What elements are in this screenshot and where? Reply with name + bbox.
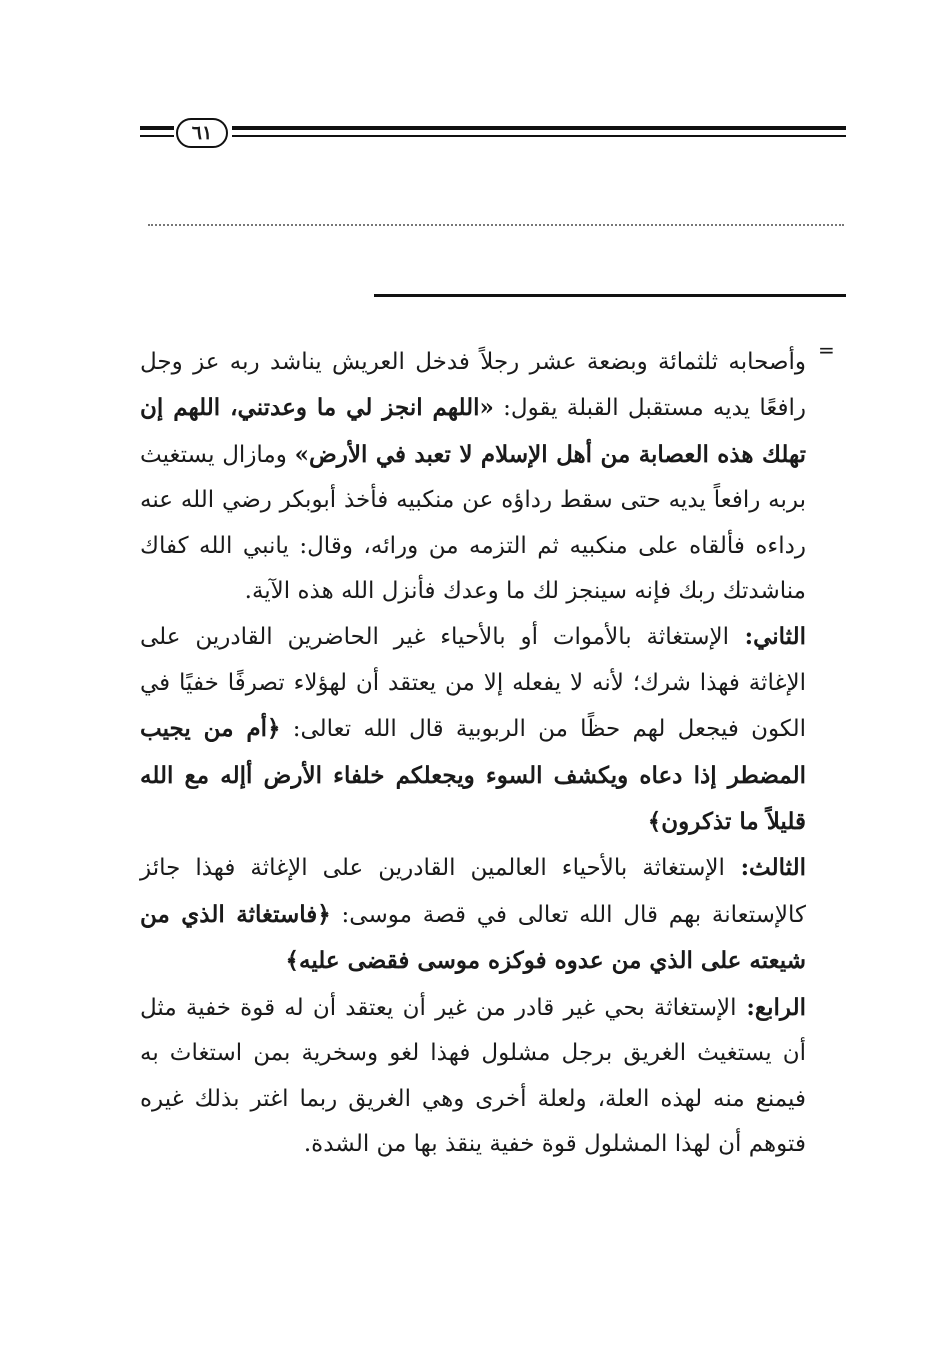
paragraph-heading: الثالث: bbox=[724, 854, 806, 882]
header-rule-right-thin bbox=[232, 135, 846, 137]
page-number: ٦١ bbox=[176, 118, 228, 148]
paragraph-text: الإستغاثة بحي غير قادر من غير أن يعتقد أن له قوة خفية مثل أن يستغيث الغريق برجل مشلول فهذا لغو وسخرية بمن استغاث به فيمنع منه لهذه العلة، ولعلة أخرى وهي الغريق ربما اغتر بذلك غيره فتوهم أن لهذا المشلول قوة خفية ينقذ بها من الشدة. bbox=[140, 994, 806, 1157]
header-rule-right bbox=[232, 126, 846, 130]
header-rule-left-thin bbox=[140, 135, 174, 137]
paragraph-text: الإستغاثة بالأموات أو بالأحياء غير الحاضرين القادرين على الإغاثة فهذا شرك؛ لأنه لا يفعله إلا من يعتقد أن لهؤلاء تصرفًا خفيًا في الكون فيجعل لهم حظًا من الربوبية قال الله تعالى: bbox=[140, 624, 806, 743]
footnote-continuation-mark: = bbox=[818, 338, 835, 362]
paragraph-fourth bbox=[140, 985, 806, 1168]
quran-verse: ﴿فاستغاثة الذي من شيعته على الذي من عدوه فوكزه موسى فقضى عليه﴾ bbox=[140, 900, 806, 975]
paragraph-text: الإستغاثة بالأحياء العالمين القادرين على الإغاثة فهذا جائز كالإستعانة بهم قال الله تعالى في قصة موسى: bbox=[140, 855, 806, 928]
paragraph-text: وأصحابه ثلثمائة وبضعة عشر رجلاً فدخل العريش يناشد ربه عز وجل رافعًا يديه مستقبل القبلة يقول: bbox=[140, 349, 806, 422]
dotted-separator bbox=[148, 224, 844, 226]
paragraph-second bbox=[140, 614, 806, 845]
paragraph-heading: الرابع: bbox=[736, 993, 806, 1021]
paragraph-hadith bbox=[140, 340, 806, 614]
paragraph-heading: الثاني: bbox=[729, 623, 807, 651]
paragraph-third bbox=[140, 845, 806, 984]
page-header bbox=[140, 118, 846, 154]
quran-verse: ﴿أم من يجيب المضطر إذا دعاه ويكشف السوء ويجعلكم خلفاء الأرض أإله مع الله قليلاً ما تذكرون﴾ bbox=[140, 715, 806, 836]
hadith-quote: «اللهم انجز لي ما وعدتني، اللهم إن تهلك هذه العصابة من أهل الإسلام لا تعبد في الأرض» bbox=[140, 394, 806, 468]
footnote-separator-rule bbox=[374, 294, 846, 297]
footnote-body bbox=[140, 340, 806, 1167]
header-rule-left bbox=[140, 126, 174, 130]
paragraph-text: ومازال يستغيث بربه رافعاً يديه حتى سقط رداؤه عن منكبيه فأخذ أبوبكر رضي الله عنه رداءه فألقاه على منكبيه ثم التزمه من ورائه، وقال: يانبي الله كفاك مناشدتك ربك فإنه سينجز لك ما وعدك فأنزل الله هذه الآية. bbox=[140, 441, 806, 605]
